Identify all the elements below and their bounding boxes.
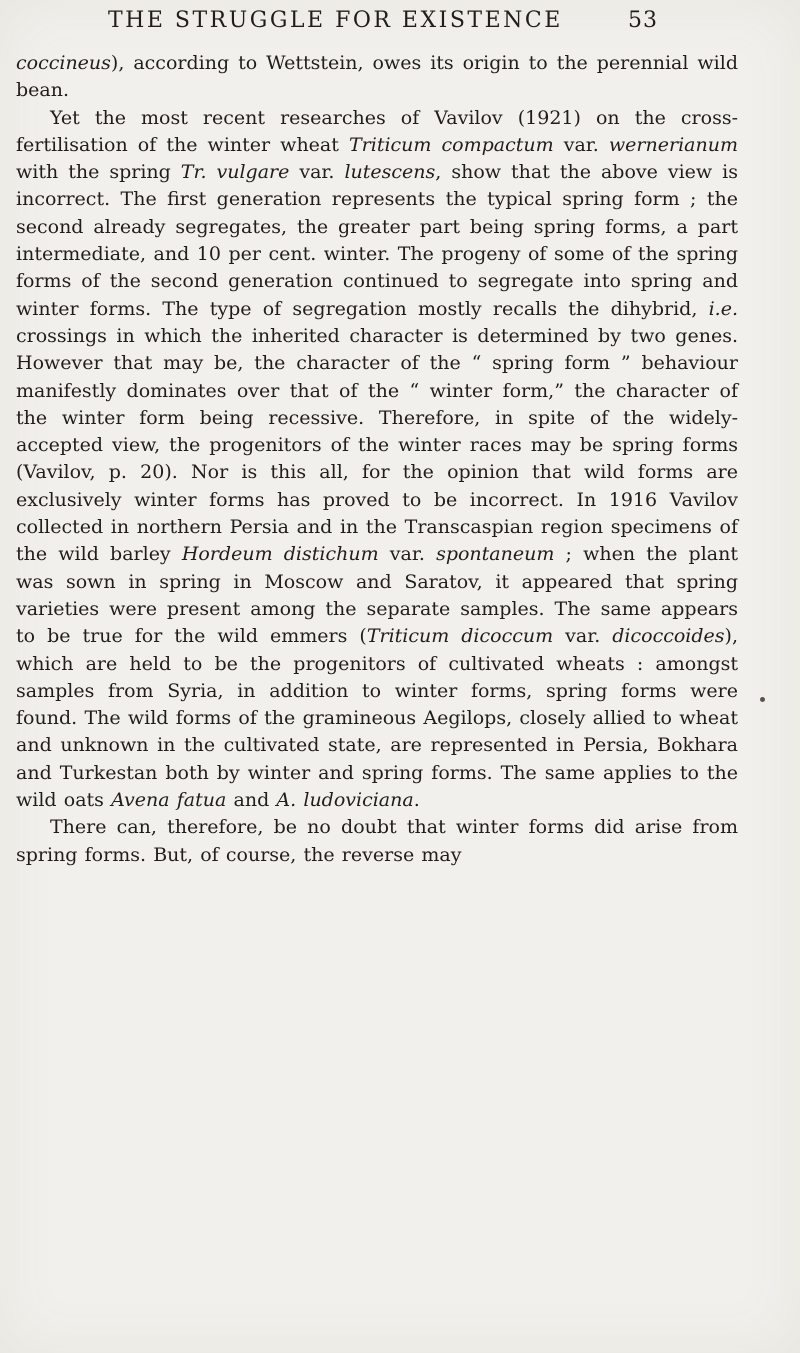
text-segment: var.	[553, 625, 613, 648]
italic-text-segment: Triticum compactum	[348, 133, 554, 156]
text-segment: Yet the most recent researches of Vavilov (1921) on the cross-fertilisation of the winter wheat	[16, 106, 738, 156]
italic-text-segment: A. ludoviciana	[276, 789, 414, 812]
italic-text-segment: lutescens	[344, 161, 436, 184]
italic-text-segment: Hordeum distichum	[181, 543, 379, 566]
italic-text-segment: coccineus	[16, 52, 111, 74]
italic-text-segment: dicoccoides	[612, 625, 725, 648]
text-segment: crossings in which the inherited character is determined by two genes. However that may be, the character of the “ spring form ” behaviour manifestly dominates over that of the “ winter form,” the character of the winter form being recessive. Therefore, in spite of the widely-accepted view, the progenitors of the winter races may be spring forms (Vavilov, p. 20). Nor is this all, for the opinion that wild forms are exclusively winter forms has proved to be incorrect. In 1916 Vavilov collected in northern Persia and in the Transcaspian region specimens of the wild barley	[16, 324, 738, 566]
text-segment: and	[226, 789, 277, 812]
page-body	[16, 50, 738, 869]
italic-text-segment: wernerianum	[608, 133, 738, 156]
running-header	[0, 6, 800, 44]
paragraph	[16, 814, 738, 869]
text-segment: There can, therefore, be no doubt that winter forms did arise from spring forms. But, of course, the reverse may	[16, 816, 738, 866]
text-segment: ; when the plant was sown in spring in Moscow and Saratov, it appeared that spring varieties were present among the separate samples. The same appears to be true for the wild emmers (	[16, 543, 738, 648]
text-segment: var.	[553, 133, 609, 156]
italic-text-segment: Triticum dicoccum	[366, 625, 554, 648]
italic-text-segment: Avena fatua	[111, 789, 227, 812]
header-title: THE STRUGGLE FOR EXISTENCE	[108, 8, 563, 33]
ink-speck-artifact	[760, 697, 765, 702]
text-segment: ), according to Wettstein, owes its origin to the perennial wild bean.	[16, 52, 738, 102]
text-segment: .	[413, 789, 420, 812]
italic-text-segment: spontaneum	[436, 543, 555, 566]
paragraph	[16, 105, 738, 815]
text-segment: ), which are held to be the progenitors of cultivated wheats : amongst samples from Syria, in addition to winter forms, spring forms were found. The wild forms of the gramineous Aegilops, closely allied to wheat and unknown in the cultivated state, are represented in Persia, Bokhara and Turkestan both by winter and spring forms. The same applies to the wild oats	[16, 625, 738, 812]
page-number: 53	[628, 8, 658, 33]
text-segment: , show that the above view is incorrect. The first generation represents the typical spring form ; the second already segregates, the greater part being spring forms, a part intermediate, and 10 per cent. winter. The progeny of some of the spring forms of the second generation continued to segregate into spring and winter forms. The type of segregation mostly recalls the dihybrid,	[16, 161, 738, 320]
italic-text-segment: i.e.	[708, 297, 738, 320]
text-segment: var.	[289, 161, 345, 184]
italic-text-segment: Tr. vulgare	[180, 161, 290, 184]
text-segment: with the spring	[16, 161, 181, 184]
text-segment: var.	[378, 543, 437, 566]
paragraph	[16, 50, 738, 105]
